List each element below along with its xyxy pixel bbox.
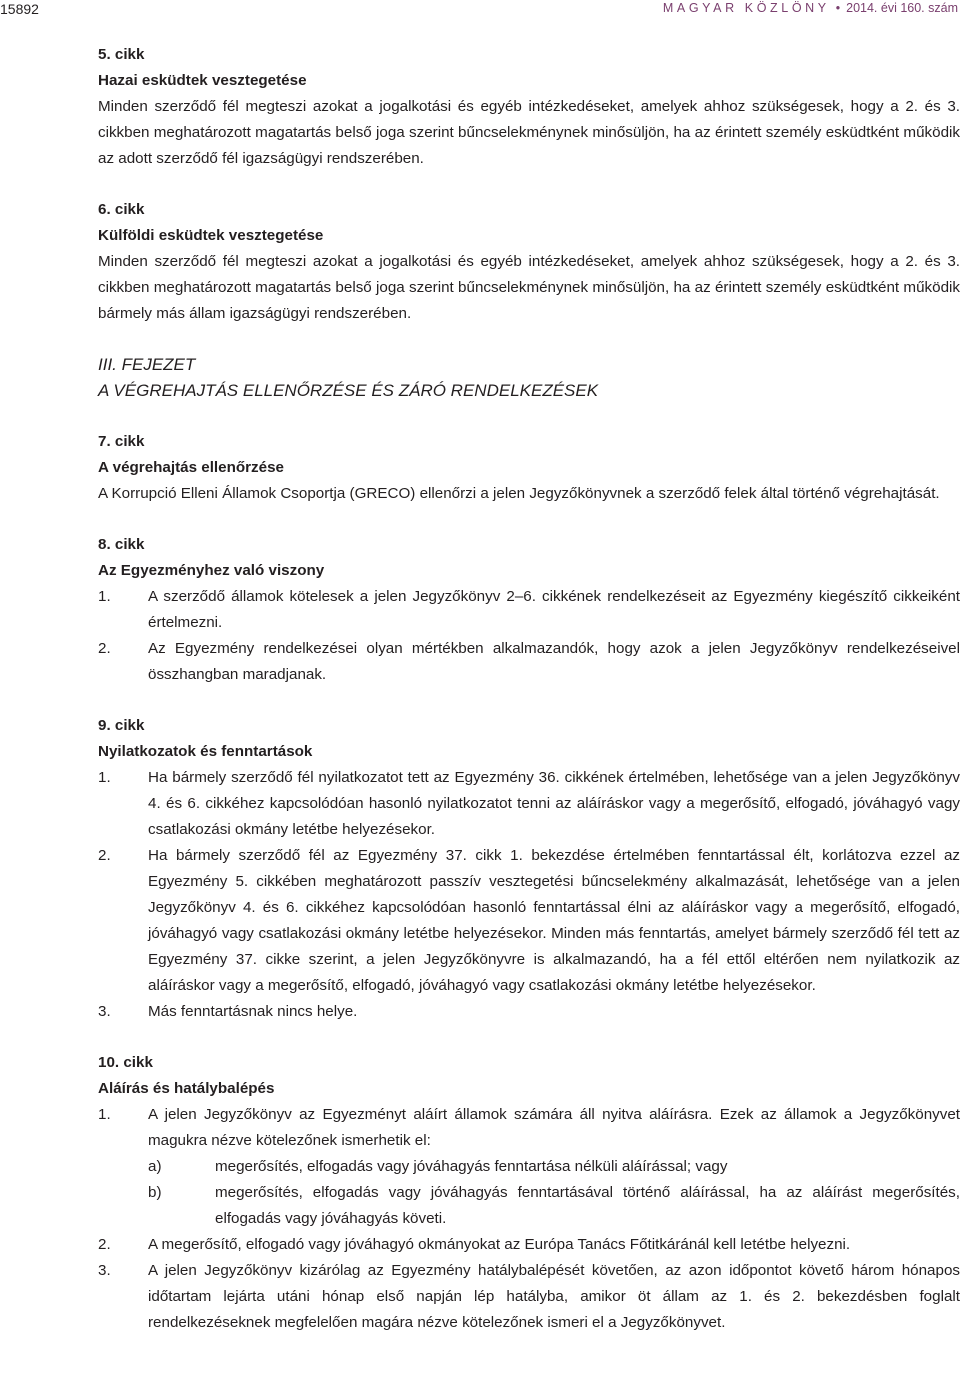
sub-list-text: megerősítés, elfogadás vagy jóváhagyás fenntartásával történő aláírással, ha az aláírást megerősítés, elfogadás vagy jóváhagyás követi.	[215, 1184, 960, 1227]
list-number: 2.	[98, 640, 111, 657]
list-number: 1.	[98, 769, 111, 786]
article-text: Minden szerződő fél megteszi azokat a jogalkotási és egyéb intézkedéseket, amelyek ahhoz szükségesek, hogy a 2. és 3. cikkben meghatározott magatartás belső joga szerint bűncselekménynek minősüljön, ha az érintett személy esküdtként működik az adott szerződő fél igazságügyi rendszerében.	[98, 98, 960, 167]
sub-list-item	[148, 1180, 960, 1232]
article-5	[98, 42, 960, 172]
list-item	[98, 999, 960, 1025]
sub-list-item	[148, 1154, 960, 1180]
article-title: Az Egyezményhez való viszony	[98, 562, 325, 579]
separator-dot: •	[835, 1, 841, 15]
list-number: 3.	[98, 1262, 111, 1279]
list-item-body	[148, 1102, 960, 1232]
article-10	[98, 1050, 960, 1336]
list-text: Ha bármely szerződő fél nyilatkozatot tett az Egyezmény 36. cikkének értelmében, lehetősége van a jelen Jegyzőkönyv 4. és 6. cikkéhez kapcsolódóan hasonló nyilatkozatot tenni az aláíráskor vagy a megerősítő, elfogadó, jóváhagyó vagy csatlakozási okmány letétbe helyezésekor.	[148, 769, 960, 838]
article-6	[98, 197, 960, 327]
sub-list-text: megerősítés, elfogadás vagy jóváhagyás fenntartása nélküli aláírással; vagy	[215, 1158, 728, 1175]
page-header	[0, 0, 960, 24]
article-title: Külföldi esküdtek vesztegetése	[98, 227, 324, 244]
list-text: Ha bármely szerződő fél az Egyezmény 37. cikk 1. bekezdése értelmében fenntartással élt, korlátozva ezzel az Egyezmény 5. cikkében meghatározott passzív vesztegetési bűncselekmény alkalmazását, lehetősége van a jelen Jegyzőkönyv 4. és 6. cikkéhez kapcsolódóan hasonló fenntartással élni az aláíráskor vagy a megerősítő, elfogadó, jóváhagyó vagy csatlakozási okmány letétbe helyezésekor. Minden más fenntartás, amelyet bármely szerződő fél tett az Egyezmény 37. cikke szerint, a jelen Jegyzőkönyvre is alkalmazandó, ha a fél ettől eltérően nem nyilatkozik az aláíráskor vagy a megerősítő, elfogadó, jóváhagyó vagy csatlakozási okmány letétbe helyezésekor.	[148, 847, 960, 994]
chapter-title: A VÉGREHAJTÁS ELLENŐRZÉSE ÉS ZÁRÓ RENDELKEZÉSEK	[98, 381, 599, 400]
list-text: A megerősítő, elfogadó vagy jóváhagyó okmányokat az Európa Tanács Főtitkáránál kell letétbe helyezni.	[148, 1236, 851, 1253]
article-list	[98, 1102, 960, 1336]
list-text: A jelen Jegyzőkönyv kizárólag az Egyezmény hatálybalépését követően, az azon időpontot követő három hónapos időtartam lejárta utáni hónap első napján lép hatályba, amikor öt állam az 1. és 2. bekezdésben foglalt rendelkezéseknek megfelelően magára nézve kötelezőnek ismeri el a Jegyzőkönyvet.	[148, 1262, 960, 1331]
list-text: A jelen Jegyzőkönyv az Egyezményt aláírt államok számára áll nyitva aláírásra. Ezek az államok a Jegyzőkönyvet magukra nézve kötelezőnek ismerhetik el:	[148, 1106, 960, 1149]
article-7	[98, 429, 960, 507]
sub-list-letter: b)	[148, 1184, 162, 1201]
article-title: Nyilatkozatok és fenntartások	[98, 743, 313, 760]
article-list	[98, 584, 960, 688]
list-text: Az Egyezmény rendelkezései olyan mértékben alkalmazandók, hogy azok a jelen Jegyzőkönyv rendelkezéseivel összhangban maradjanak.	[148, 640, 960, 683]
list-number: 2.	[98, 1236, 111, 1253]
article-9	[98, 713, 960, 1025]
document-body	[98, 42, 960, 1361]
article-number: 8. cikk	[98, 536, 145, 553]
list-item	[98, 843, 960, 999]
list-number: 1.	[98, 588, 111, 605]
list-item	[98, 1102, 960, 1232]
article-number: 7. cikk	[98, 433, 145, 450]
article-title: Aláírás és hatálybalépés	[98, 1080, 275, 1097]
article-text: A Korrupció Elleni Államok Csoportja (GRECO) ellenőrzi a jelen Jegyzőkönyvnek a szerződő felek által történő végrehajtását.	[98, 485, 940, 502]
list-text: Más fenntartásnak nincs helye.	[148, 1003, 358, 1020]
sub-list-letter: a)	[148, 1158, 162, 1175]
list-number: 2.	[98, 847, 111, 864]
list-item	[98, 1232, 960, 1258]
chapter-3-heading	[98, 352, 960, 404]
article-text: Minden szerződő fél megteszi azokat a jogalkotási és egyéb intézkedéseket, amelyek ahhoz szükségesek, hogy a 2. és 3. cikkben meghatározott magatartás belső joga szerint bűncselekménynek minősüljön, ha az érintett személy esküdtként működik bármely más állam igazságügyi rendszerében.	[98, 253, 960, 322]
article-8	[98, 532, 960, 688]
list-item	[98, 636, 960, 688]
article-list	[98, 765, 960, 1025]
list-number: 3.	[98, 1003, 111, 1020]
chapter-number: III. FEJEZET	[98, 355, 196, 374]
running-head	[663, 1, 958, 15]
article-title: Hazai esküdtek vesztegetése	[98, 72, 307, 89]
sub-list	[148, 1154, 960, 1232]
publication-name: MAGYAR KÖZLÖNY	[662, 1, 830, 15]
article-number: 9. cikk	[98, 717, 145, 734]
list-item	[98, 584, 960, 636]
list-item	[98, 1258, 960, 1336]
article-number: 10. cikk	[98, 1054, 153, 1071]
issue-label: 2014. évi 160. szám	[846, 1, 958, 15]
page-number: 15892	[0, 1, 39, 17]
article-number: 5. cikk	[98, 46, 145, 63]
list-text: A szerződő államok kötelesek a jelen Jegyzőkönyv 2–6. cikkének rendelkezéseit az Egyezmény kiegészítő cikkeiként értelmezni.	[148, 588, 960, 631]
article-title: A végrehajtás ellenőrzése	[98, 459, 284, 476]
list-item	[98, 765, 960, 843]
list-number: 1.	[98, 1106, 111, 1123]
article-number: 6. cikk	[98, 201, 145, 218]
